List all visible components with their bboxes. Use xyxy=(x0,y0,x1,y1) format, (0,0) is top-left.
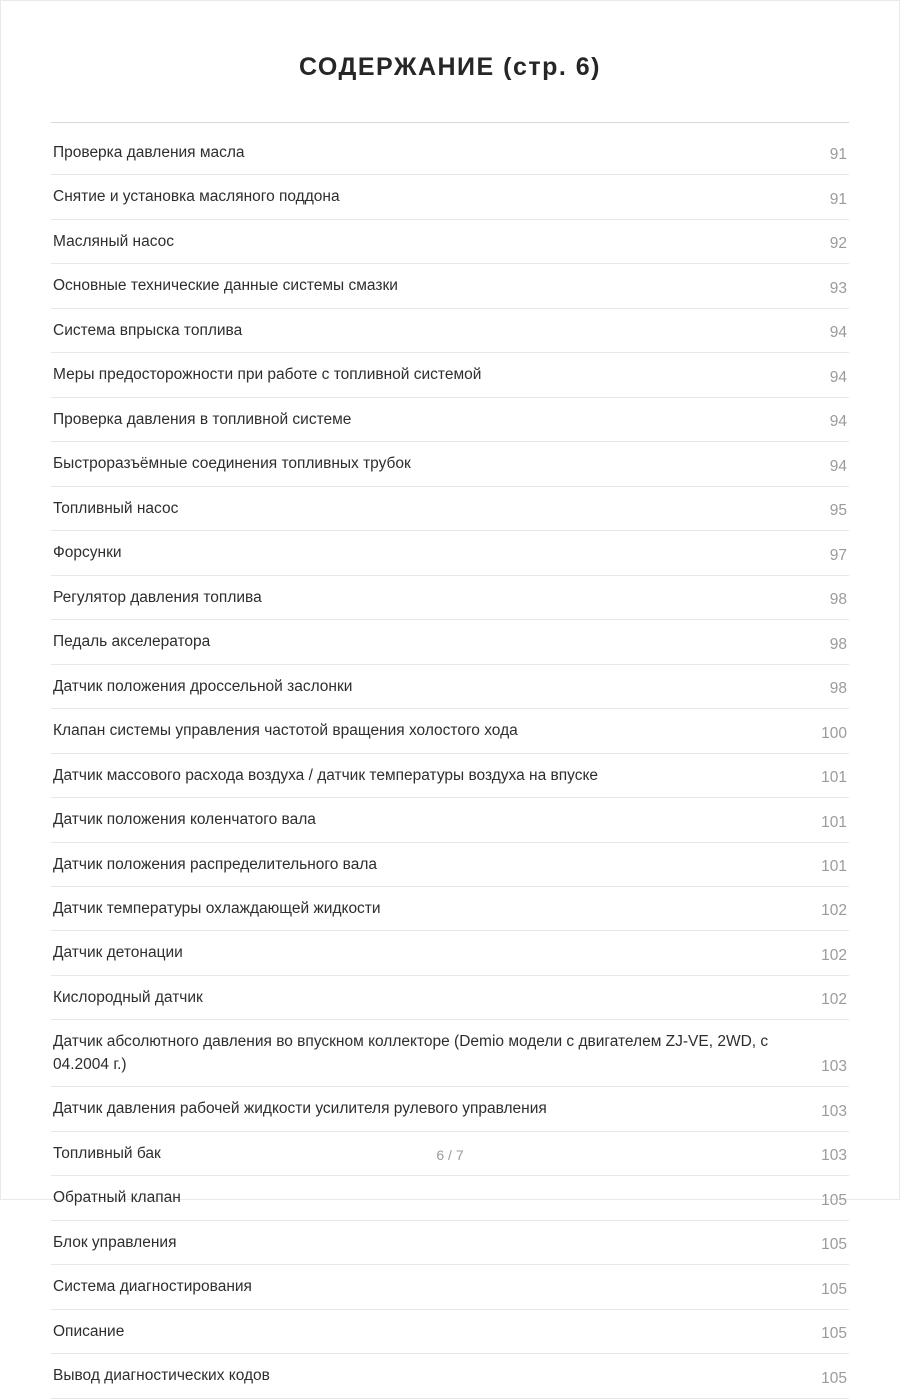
toc-entry-page-number: 100 xyxy=(821,724,847,742)
toc-entry-label[interactable]: Клапан системы управления частотой вращения холостого хода xyxy=(53,722,518,740)
toc-entry-label[interactable]: Датчик положения коленчатого вала xyxy=(53,811,316,829)
toc-entry-page-number: 105 xyxy=(821,1191,847,1209)
toc-entry-page-number: 105 xyxy=(821,1280,847,1298)
toc-entry-page-number: 101 xyxy=(821,769,847,787)
toc-row[interactable] xyxy=(51,398,849,442)
toc-row[interactable] xyxy=(51,976,849,1020)
toc-row[interactable] xyxy=(51,1221,849,1265)
toc-entry-label[interactable]: Топливный насос xyxy=(53,499,179,517)
toc-entry-page-number: 105 xyxy=(821,1236,847,1254)
toc-entry-label[interactable]: Датчик абсолютного давления во впускном коллекторе (Demio модели с двигателем ZJ-VE, 2WD, с 04.2004 г.) xyxy=(53,1033,769,1073)
toc-entry-label[interactable]: Кислородный датчик xyxy=(53,988,203,1006)
toc-entry-page-number: 98 xyxy=(829,591,847,609)
toc-entry-page-number: 102 xyxy=(821,902,847,920)
toc-entry-page-number: 102 xyxy=(821,991,847,1009)
toc-row[interactable] xyxy=(51,353,849,397)
toc-row[interactable] xyxy=(51,665,849,709)
toc-entry-page-number: 91 xyxy=(829,146,847,164)
toc-row[interactable] xyxy=(51,1265,849,1309)
toc-entry-page-number: 103 xyxy=(821,1058,847,1076)
toc-row[interactable] xyxy=(51,309,849,353)
title-divider xyxy=(51,122,849,123)
toc-entry-page-number: 98 xyxy=(829,635,847,653)
toc-row[interactable] xyxy=(51,620,849,664)
toc-entry-label[interactable]: Обратный клапан xyxy=(53,1189,181,1207)
toc-entry-label[interactable]: Датчик положения дроссельной заслонки xyxy=(53,677,353,695)
toc-entry-label[interactable]: Блок управления xyxy=(53,1233,177,1251)
toc-entry-label[interactable]: Масляный насос xyxy=(53,232,175,250)
toc-row[interactable] xyxy=(51,531,849,575)
toc-row[interactable] xyxy=(51,576,849,620)
toc-entry-page-number: 101 xyxy=(821,857,847,875)
toc-row[interactable] xyxy=(51,754,849,798)
toc-entry-page-number: 95 xyxy=(829,502,847,520)
toc-entry-label[interactable]: Регулятор давления топлива xyxy=(53,588,262,606)
toc-entry-page-number: 103 xyxy=(821,1102,847,1120)
toc-entry-page-number: 93 xyxy=(829,279,847,297)
toc-entry-page-number: 92 xyxy=(829,235,847,253)
toc-row[interactable] xyxy=(51,1176,849,1220)
toc-entry-label[interactable]: Проверка давления масла xyxy=(53,144,245,161)
toc-row[interactable] xyxy=(51,709,849,753)
toc-list xyxy=(51,131,849,1399)
toc-entry-page-number: 94 xyxy=(829,457,847,475)
toc-entry-label[interactable]: Снятие и установка масляного поддона xyxy=(53,188,340,206)
toc-entry-label[interactable]: Меры предосторожности при работе с топливной системой xyxy=(53,366,482,384)
page-title: СОДЕРЖАНИЕ (стр. 6) xyxy=(298,53,602,81)
toc-entry-label[interactable]: Датчик детонации xyxy=(53,944,183,962)
toc-page xyxy=(1,1,899,1399)
toc-row[interactable] xyxy=(51,931,849,975)
toc-row[interactable] xyxy=(51,220,849,264)
toc-entry-label[interactable]: Система диагностирования xyxy=(53,1278,252,1296)
toc-entry-label[interactable]: Проверка давления в топливной системе xyxy=(53,410,352,428)
toc-row[interactable] xyxy=(51,798,849,842)
toc-entry-label[interactable]: Датчик давления рабочей жидкости усилителя рулевого управления xyxy=(53,1100,547,1118)
toc-row[interactable] xyxy=(51,487,849,531)
toc-entry-page-number: 91 xyxy=(829,190,847,208)
toc-entry-label[interactable]: Вывод диагностических кодов xyxy=(53,1367,270,1385)
toc-entry-label[interactable]: Датчик положения распределительного вала xyxy=(53,855,377,873)
toc-entry-page-number: 101 xyxy=(821,813,847,831)
toc-row[interactable] xyxy=(51,442,849,486)
toc-entry-label[interactable]: Педаль акселератора xyxy=(53,633,211,651)
toc-entry-page-number: 105 xyxy=(821,1325,847,1343)
toc-entry-label[interactable]: Форсунки xyxy=(53,544,122,562)
toc-row[interactable] xyxy=(51,1087,849,1131)
toc-entry-label[interactable]: Быстроразъёмные соединения топливных трубок xyxy=(53,455,411,473)
toc-entry-page-number: 105 xyxy=(821,1369,847,1387)
toc-entry-page-number: 94 xyxy=(829,324,847,342)
toc-row[interactable] xyxy=(51,887,849,931)
toc-row[interactable] xyxy=(51,1310,849,1354)
toc-entry-label[interactable]: Датчик массового расхода воздуха / датчик температуры воздуха на впуске xyxy=(53,766,599,784)
toc-row[interactable] xyxy=(51,843,849,887)
toc-entry-label[interactable]: Датчик температуры охлаждающей жидкости xyxy=(53,899,381,917)
toc-row[interactable] xyxy=(51,264,849,308)
page-number-indicator: 6 / 7 xyxy=(436,1147,464,1163)
toc-entry-label[interactable]: Система впрыска топлива xyxy=(53,321,243,339)
toc-entry-page-number: 94 xyxy=(829,413,847,431)
toc-row[interactable] xyxy=(51,1354,849,1398)
toc-entry-page-number: 103 xyxy=(821,1147,847,1165)
toc-entry-page-number: 97 xyxy=(829,546,847,564)
toc-entry-page-number: 94 xyxy=(829,368,847,386)
toc-row[interactable] xyxy=(51,131,849,175)
toc-entry-label[interactable]: Описание xyxy=(53,1322,125,1340)
toc-row[interactable] xyxy=(51,175,849,219)
toc-row[interactable] xyxy=(51,1020,849,1087)
toc-entry-page-number: 98 xyxy=(829,680,847,698)
toc-entry-page-number: 102 xyxy=(821,946,847,964)
toc-entry-label[interactable]: Основные технические данные системы смазки xyxy=(53,277,398,295)
toc-entry-label[interactable]: Топливный бак xyxy=(53,1144,161,1162)
